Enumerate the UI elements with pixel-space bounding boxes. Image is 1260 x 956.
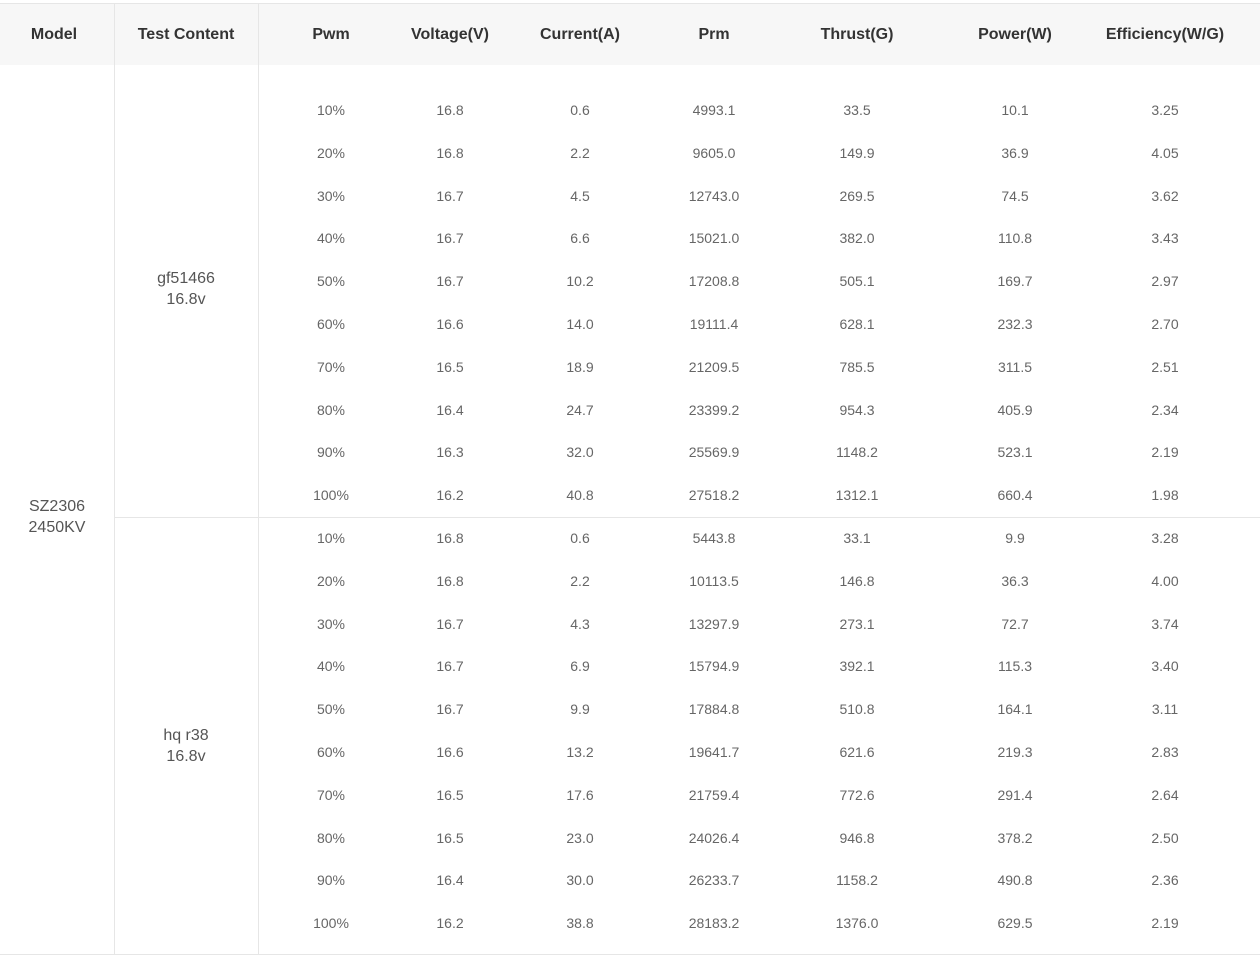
column-header: Thrust(G) <box>820 26 894 43</box>
table-cell: 23399.2 <box>688 401 740 418</box>
table-cell: 490.8 <box>997 872 1033 889</box>
table-cell: 629.5 <box>997 915 1033 932</box>
table-cell: 25569.9 <box>688 444 740 461</box>
table-cell: 13297.9 <box>688 615 740 632</box>
table-cell: 4.3 <box>570 615 590 632</box>
table-cell: 19641.7 <box>688 744 740 760</box>
column-header: Model <box>30 26 78 43</box>
table-cell: 27518.2 <box>688 487 740 504</box>
table-cell: 3.43 <box>1151 230 1179 247</box>
table-cell: 60% <box>316 316 346 332</box>
table-cell: 1312.1 <box>835 487 879 504</box>
table-cell: 0.6 <box>570 102 590 118</box>
table-cell: 311.5 <box>998 358 1032 375</box>
table-cell: 2.50 <box>1151 829 1179 846</box>
table-cell: 16.7 <box>436 187 464 204</box>
table-cell: 14.0 <box>566 316 594 332</box>
table-cell: 5443.8 <box>692 530 736 546</box>
table-cell: 273.1 <box>839 615 875 632</box>
table-cell: 12743.0 <box>688 187 740 204</box>
table-cell: 378.2 <box>997 829 1033 846</box>
table-cell: 3.62 <box>1151 187 1179 204</box>
table-cell: 16.3 <box>436 444 464 461</box>
test-content-line: gf51466 <box>157 270 215 287</box>
table-cell: 23.0 <box>566 829 594 846</box>
table-cell: 72.7 <box>1001 615 1029 632</box>
test-content-line: 16.8v <box>166 291 206 308</box>
table-cell: 10113.5 <box>689 572 739 589</box>
table-cell: 6.9 <box>570 658 590 675</box>
table-cell: 74.5 <box>1001 187 1029 204</box>
table-cell: 17208.8 <box>688 273 740 290</box>
table-cell: 4.00 <box>1151 572 1179 589</box>
model-cell <box>0 496 114 538</box>
table-cell: 149.9 <box>839 144 875 161</box>
table-cell: 0.6 <box>570 530 590 546</box>
test-content-line: hq r38 <box>163 727 209 744</box>
table-cell: 13.2 <box>566 744 594 760</box>
column-header: Test Content <box>137 26 235 43</box>
table-cell: 110.8 <box>998 230 1032 247</box>
table-cell: 1158.2 <box>836 872 878 889</box>
table-cell: 24.7 <box>566 401 594 418</box>
table-cell: 16.4 <box>436 872 464 889</box>
table-cell: 392.1 <box>839 658 875 675</box>
table-cell: 16.8 <box>436 102 464 118</box>
divider <box>114 4 115 954</box>
table-cell: 405.9 <box>997 401 1033 418</box>
table-cell: 2.70 <box>1151 316 1179 332</box>
table-cell: 30% <box>316 615 346 632</box>
table-cell: 169.7 <box>997 273 1033 290</box>
table-cell: 660.4 <box>997 487 1033 504</box>
table-cell: 269.5 <box>839 187 875 204</box>
table-cell: 946.8 <box>839 829 875 846</box>
table-cell: 16.6 <box>436 744 464 760</box>
table-cell: 21759.4 <box>688 786 740 803</box>
table-cell: 38.8 <box>566 915 594 932</box>
test-content-cell <box>114 725 258 767</box>
table-cell: 4993.1 <box>692 102 736 118</box>
table-cell: 4.05 <box>1151 144 1179 161</box>
table-cell: 510.8 <box>839 701 875 718</box>
table-cell: 16.7 <box>436 230 464 247</box>
table-cell: 16.8 <box>436 530 464 546</box>
table-cell: 15021.0 <box>688 230 740 247</box>
table-cell: 3.11 <box>1151 701 1179 718</box>
table-cell: 40% <box>316 658 346 675</box>
table-cell: 16.7 <box>436 615 464 632</box>
table-cell: 3.28 <box>1151 530 1179 546</box>
table-cell: 505.1 <box>839 273 875 290</box>
table-cell: 10% <box>316 530 346 546</box>
table-cell: 90% <box>316 872 346 889</box>
table-cell: 80% <box>316 401 346 418</box>
table-cell: 16.5 <box>436 786 464 803</box>
table-cell: 17884.8 <box>688 701 740 718</box>
table-cell: 70% <box>316 786 346 803</box>
column-header: Pwm <box>312 26 350 43</box>
table-cell: 2.83 <box>1151 744 1179 760</box>
table-cell: 80% <box>316 829 346 846</box>
table-cell: 30% <box>316 187 346 204</box>
column-header: Efficiency(W/G) <box>1105 26 1225 43</box>
table-cell: 20% <box>316 144 346 161</box>
table-cell: 2.19 <box>1151 915 1179 932</box>
table-cell: 2.19 <box>1151 444 1179 461</box>
table-cell: 24026.4 <box>688 829 740 846</box>
table-cell: 36.9 <box>1001 144 1029 161</box>
table-cell: 2.97 <box>1151 273 1179 290</box>
table-cell: 10.2 <box>566 273 594 290</box>
table-cell: 16.5 <box>436 829 464 846</box>
table-cell: 2.2 <box>570 144 590 161</box>
table-cell: 16.7 <box>436 701 464 718</box>
table-cell: 232.3 <box>997 316 1033 332</box>
model-line: 2450KV <box>28 519 86 536</box>
table-cell: 18.9 <box>566 358 594 375</box>
table-cell: 2.36 <box>1151 872 1179 889</box>
table-cell: 16.7 <box>436 273 464 290</box>
table-cell: 16.8 <box>436 144 464 161</box>
table-cell: 164.1 <box>997 701 1033 718</box>
table-cell: 6.6 <box>570 230 590 247</box>
table-cell: 628.1 <box>839 316 875 332</box>
table-cell: 382.0 <box>839 230 875 247</box>
table-cell: 19111.4 <box>689 316 739 332</box>
table-cell: 50% <box>316 701 346 718</box>
table-cell: 70% <box>316 358 346 375</box>
table-cell: 219.3 <box>997 744 1033 760</box>
table-cell: 1148.2 <box>836 444 878 461</box>
table-cell: 16.2 <box>436 487 464 504</box>
table-cell: 9.9 <box>1005 530 1025 546</box>
table-cell: 16.4 <box>436 401 464 418</box>
column-header: Prm <box>698 26 730 43</box>
table-cell: 3.40 <box>1151 658 1179 675</box>
test-content-cell <box>114 268 258 310</box>
column-header: Power(W) <box>978 26 1052 43</box>
test-content-line: 16.8v <box>166 748 206 765</box>
table-cell: 146.8 <box>839 572 875 589</box>
table-cell: 15794.9 <box>688 658 740 675</box>
model-line: SZ2306 <box>28 498 86 515</box>
table-cell: 954.3 <box>839 401 875 418</box>
table-cell: 1.98 <box>1151 487 1179 504</box>
table-cell: 26233.7 <box>688 872 740 889</box>
table-cell: 60% <box>316 744 346 760</box>
table-cell: 115.3 <box>998 658 1032 675</box>
table-cell: 1376.0 <box>835 915 879 932</box>
table-cell: 621.6 <box>839 744 875 760</box>
table-cell: 16.7 <box>436 658 464 675</box>
table-cell: 772.6 <box>839 786 875 803</box>
table-cell: 17.6 <box>566 786 594 803</box>
table-cell: 21209.5 <box>688 358 740 375</box>
divider <box>114 517 1260 518</box>
table-cell: 100% <box>313 487 349 504</box>
table-cell: 50% <box>316 273 346 290</box>
table-cell: 2.34 <box>1151 401 1179 418</box>
table-cell: 16.8 <box>436 572 464 589</box>
table-cell: 2.2 <box>570 572 590 589</box>
divider <box>0 954 1260 955</box>
table-cell: 32.0 <box>566 444 594 461</box>
table-cell: 100% <box>313 915 349 932</box>
table-cell: 40% <box>316 230 346 247</box>
table-cell: 33.1 <box>843 530 871 546</box>
table-cell: 36.3 <box>1001 572 1029 589</box>
table-cell: 16.6 <box>436 316 464 332</box>
table-cell: 9.9 <box>570 701 590 718</box>
table-cell: 16.5 <box>436 358 464 375</box>
table-cell: 291.4 <box>997 786 1033 803</box>
column-header: Voltage(V) <box>411 26 489 43</box>
table-cell: 9605.0 <box>692 144 736 161</box>
table-cell: 4.5 <box>570 187 590 204</box>
table-cell: 28183.2 <box>688 915 740 932</box>
table-cell: 20% <box>316 572 346 589</box>
table-cell: 10.1 <box>1001 102 1029 118</box>
table-cell: 33.5 <box>843 102 871 118</box>
table-cell: 2.51 <box>1151 358 1179 375</box>
table-cell: 90% <box>316 444 346 461</box>
table-cell: 3.25 <box>1151 102 1179 118</box>
table-cell: 16.2 <box>436 915 464 932</box>
table-cell: 10% <box>316 102 346 118</box>
divider <box>258 4 259 954</box>
table-cell: 40.8 <box>566 487 594 504</box>
table-cell: 30.0 <box>566 872 594 889</box>
table-cell: 523.1 <box>997 444 1033 461</box>
column-header: Current(A) <box>540 26 620 43</box>
table-cell: 3.74 <box>1151 615 1179 632</box>
table-cell: 785.5 <box>839 358 875 375</box>
table-cell: 2.64 <box>1151 786 1179 803</box>
